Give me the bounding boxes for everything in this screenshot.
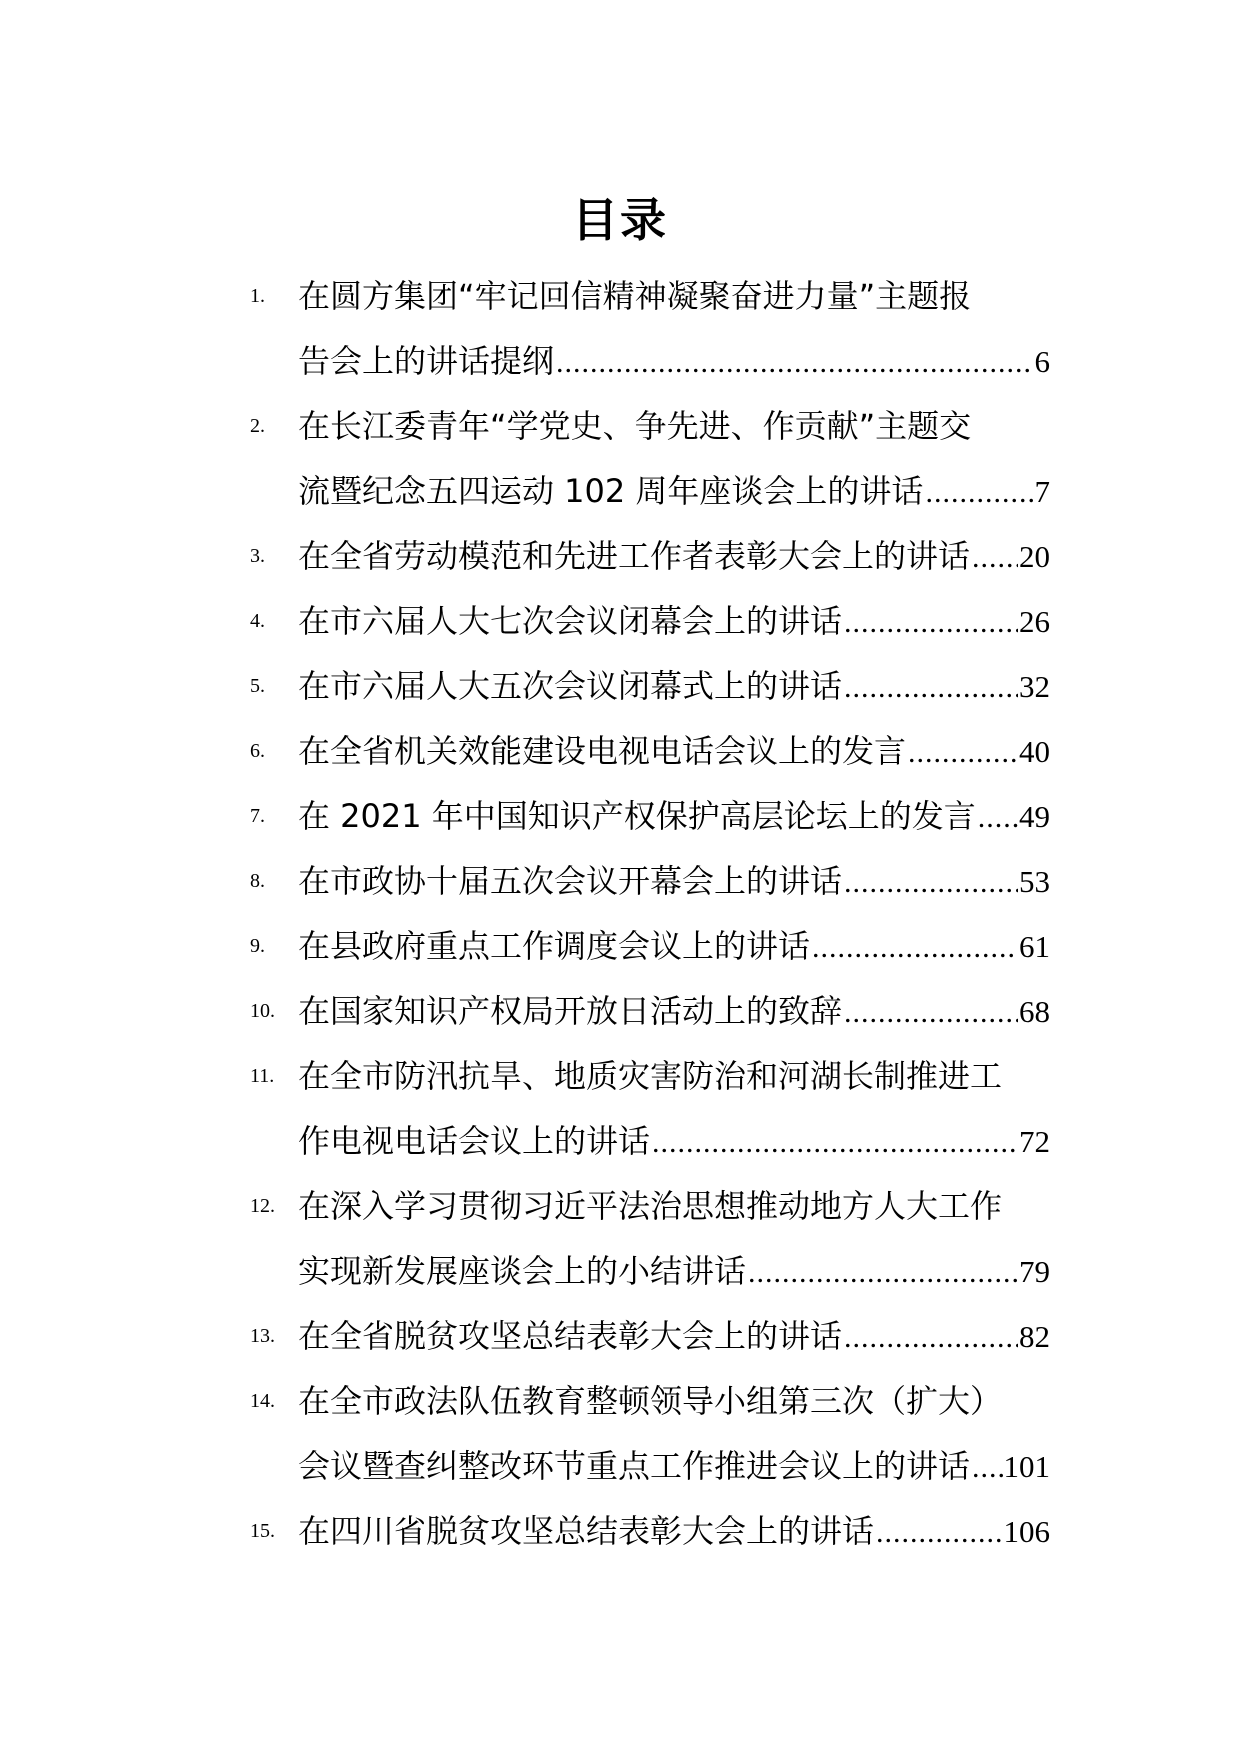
toc-entry[interactable] bbox=[250, 1304, 1050, 1369]
toc-entry[interactable] bbox=[250, 914, 1050, 979]
toc-entry-line bbox=[250, 914, 1050, 979]
toc-entry-title: 在长江委青年“学党史、争先进、作贡献”主题交 bbox=[298, 407, 972, 445]
toc-leader-dots bbox=[874, 1500, 1002, 1564]
toc-page-number: 106 bbox=[1003, 1514, 1050, 1549]
toc-entry-number: 8. bbox=[250, 870, 265, 892]
toc-entry[interactable] bbox=[250, 1174, 1050, 1304]
toc-leader-dots bbox=[842, 1305, 1018, 1369]
toc-entry-line bbox=[250, 1499, 1050, 1564]
toc-entry-line bbox=[250, 849, 1050, 914]
toc-entry[interactable] bbox=[250, 1499, 1050, 1564]
toc-leader-dots bbox=[746, 1240, 1018, 1304]
toc-entry-title: 会议暨查纠整改环节重点工作推进会议上的讲话 bbox=[298, 1447, 971, 1485]
toc-entry-title: 在全市防汛抗旱、地质灾害防治和河湖长制推进工 bbox=[298, 1057, 1003, 1095]
toc-entry-line bbox=[250, 654, 1050, 719]
toc-entry[interactable] bbox=[250, 589, 1050, 654]
toc-entry[interactable] bbox=[250, 394, 1050, 524]
toc-entry[interactable] bbox=[250, 1369, 1050, 1499]
toc-entry-title: 在国家知识产权局开放日活动上的致辞 bbox=[298, 992, 843, 1030]
toc-entry-line bbox=[250, 264, 1050, 329]
toc-entry-title: 在深入学习贯彻习近平法治思想推动地方人大工作 bbox=[298, 1187, 1003, 1225]
toc-entry-title: 流暨纪念五四运动 102 周年座谈会上的讲话 bbox=[298, 472, 924, 510]
toc-entry[interactable] bbox=[250, 1044, 1050, 1174]
toc-page-number: 49 bbox=[1019, 799, 1050, 834]
toc-entry-title: 在市政协十届五次会议开幕会上的讲话 bbox=[298, 862, 843, 900]
toc-entry-number: 13. bbox=[250, 1325, 275, 1347]
toc-entry-number: 6. bbox=[250, 740, 265, 762]
toc-entry-line bbox=[250, 394, 1050, 459]
toc-entry-number: 11. bbox=[250, 1065, 275, 1087]
toc-entry-line bbox=[250, 1239, 1050, 1304]
toc-entry-line bbox=[250, 329, 1050, 394]
toc-entry-title: 告会上的讲话提纲 bbox=[298, 342, 555, 380]
toc-page-number: 68 bbox=[1019, 994, 1050, 1029]
toc-page-number: 72 bbox=[1019, 1124, 1050, 1159]
toc-entry-title: 作电视电话会议上的讲话 bbox=[298, 1122, 651, 1160]
toc-page-number: 20 bbox=[1019, 539, 1050, 574]
toc-entry-title: 在全省劳动模范和先进工作者表彰大会上的讲话 bbox=[298, 537, 971, 575]
toc-entry[interactable] bbox=[250, 784, 1050, 849]
toc-entry-line bbox=[250, 979, 1050, 1044]
toc-entry-title: 在 2021 年中国知识产权保护高层论坛上的发言 bbox=[298, 797, 976, 835]
toc-leader-dots bbox=[976, 785, 1018, 849]
toc-entry-line bbox=[250, 1304, 1050, 1369]
toc-entry-title: 在市六届人大五次会议闭幕式上的讲话 bbox=[298, 667, 843, 705]
toc-entry-number: 3. bbox=[250, 545, 265, 567]
toc-list bbox=[250, 264, 1050, 1564]
toc-page-number: 7 bbox=[1034, 474, 1050, 509]
toc-entry-line bbox=[250, 784, 1050, 849]
toc-entry-line bbox=[250, 1174, 1050, 1239]
toc-leader-dots bbox=[650, 1110, 1018, 1174]
toc-entry[interactable] bbox=[250, 849, 1050, 914]
toc-leader-dots bbox=[842, 655, 1018, 719]
toc-entry-number: 5. bbox=[250, 675, 265, 697]
toc-entry[interactable] bbox=[250, 719, 1050, 784]
toc-entry-line bbox=[250, 719, 1050, 784]
toc-page-number: 40 bbox=[1019, 734, 1050, 769]
toc-entry-number: 4. bbox=[250, 610, 265, 632]
toc-entry-number: 7. bbox=[250, 805, 265, 827]
toc-leader-dots bbox=[906, 720, 1018, 784]
toc-leader-dots bbox=[970, 525, 1018, 589]
toc-leader-dots bbox=[923, 460, 1033, 524]
toc-leader-dots bbox=[554, 330, 1033, 394]
toc-entry-line bbox=[250, 1434, 1050, 1499]
toc-entry-number: 15. bbox=[250, 1520, 275, 1542]
toc-entry[interactable] bbox=[250, 264, 1050, 394]
toc-entry-title: 在全市政法队伍教育整顿领导小组第三次（扩大） bbox=[298, 1382, 1003, 1420]
toc-entry-title: 在全省脱贫攻坚总结表彰大会上的讲话 bbox=[298, 1317, 843, 1355]
toc-entry-title: 在四川省脱贫攻坚总结表彰大会上的讲话 bbox=[298, 1512, 875, 1550]
toc-entry-line bbox=[250, 1109, 1050, 1174]
toc-page-number: 79 bbox=[1019, 1254, 1050, 1289]
toc-leader-dots bbox=[970, 1435, 1002, 1499]
toc-title: 目录 bbox=[572, 193, 668, 247]
toc-entry-line bbox=[250, 524, 1050, 589]
toc-entry-title: 在县政府重点工作调度会议上的讲话 bbox=[298, 927, 811, 965]
toc-entry-number: 10. bbox=[250, 1000, 275, 1022]
toc-page-number: 6 bbox=[1034, 344, 1050, 379]
toc-entry-title: 在市六届人大七次会议闭幕会上的讲话 bbox=[298, 602, 843, 640]
toc-entry-title: 实现新发展座谈会上的小结讲话 bbox=[298, 1252, 747, 1290]
toc-entry[interactable] bbox=[250, 654, 1050, 719]
toc-entry-number: 12. bbox=[250, 1195, 275, 1217]
toc-leader-dots bbox=[810, 915, 1018, 979]
toc-entry-title: 在全省机关效能建设电视电话会议上的发言 bbox=[298, 732, 907, 770]
toc-page-number: 101 bbox=[1003, 1449, 1050, 1484]
toc-entry-number: 1. bbox=[250, 285, 265, 307]
toc-entry-number: 2. bbox=[250, 415, 265, 437]
toc-page-number: 32 bbox=[1019, 669, 1050, 704]
toc-entry-number: 9. bbox=[250, 935, 265, 957]
toc-entry-line bbox=[250, 1369, 1050, 1434]
toc-page-number: 53 bbox=[1019, 864, 1050, 899]
toc-entry-line bbox=[250, 589, 1050, 654]
toc-leader-dots bbox=[842, 590, 1018, 654]
toc-page-number: 82 bbox=[1019, 1319, 1050, 1354]
toc-page-number: 61 bbox=[1019, 929, 1050, 964]
toc-page-number: 26 bbox=[1019, 604, 1050, 639]
toc-entry[interactable] bbox=[250, 524, 1050, 589]
toc-entry-line bbox=[250, 1044, 1050, 1109]
toc-entry-number: 14. bbox=[250, 1390, 275, 1412]
toc-leader-dots bbox=[842, 850, 1018, 914]
toc-entry[interactable] bbox=[250, 979, 1050, 1044]
toc-leader-dots bbox=[842, 980, 1018, 1044]
toc-entry-line bbox=[250, 459, 1050, 524]
toc-entry-title: 在圆方集团“牢记回信精神凝聚奋进力量”主题报 bbox=[298, 277, 972, 315]
